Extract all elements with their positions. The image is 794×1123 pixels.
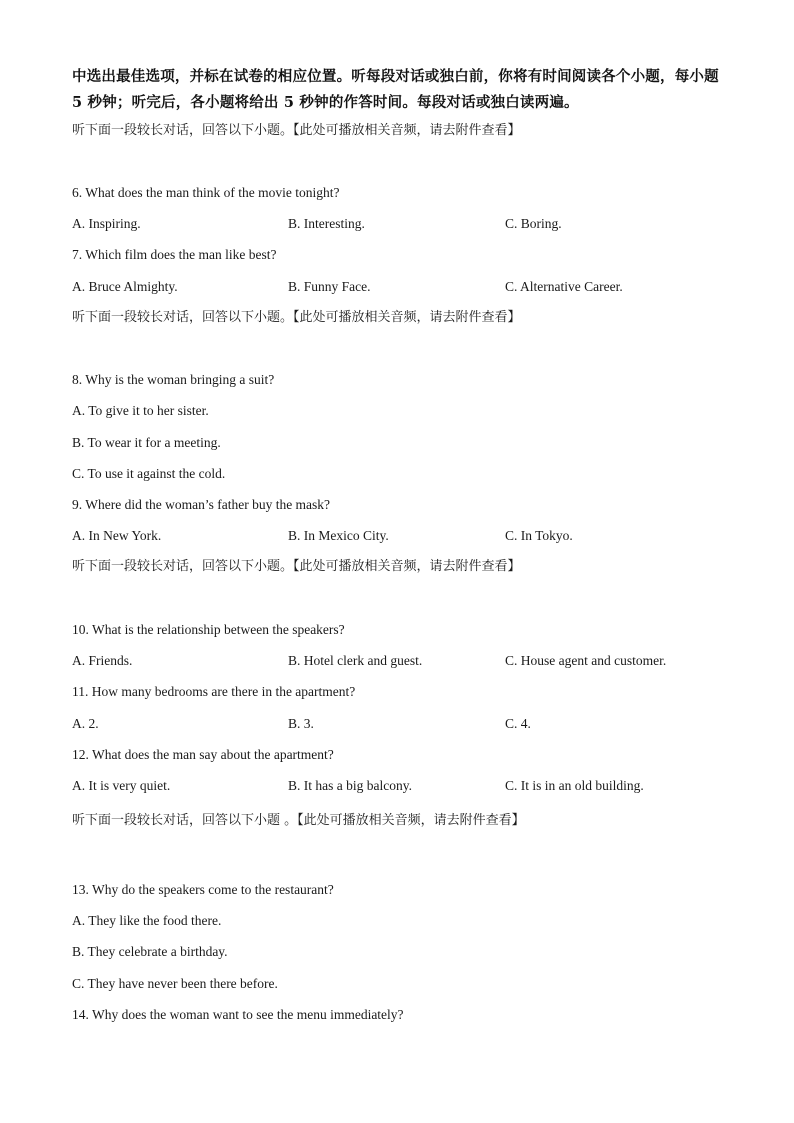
option-13b: B. They celebrate a birthday.: [72, 944, 228, 959]
question-7-options: [72, 278, 732, 296]
question-10: 10. What is the relationship between the speakers?: [72, 622, 345, 637]
option-12b: B. It has a big balcony.: [288, 778, 412, 793]
audio-instruction-3: 听下面一段较长对话，回答以下小题。【此处可播放相关音频，请去附件查看】: [72, 559, 521, 574]
question-11: 11. How many bedrooms are there in the apartment?: [72, 684, 356, 699]
option-9c: C. In Tokyo.: [505, 528, 573, 543]
option-10a: A. Friends.: [72, 653, 133, 668]
option-6a: A. Inspiring.: [72, 216, 141, 231]
option-9a: A. In New York.: [72, 528, 162, 543]
option-11c: C. 4.: [505, 716, 531, 731]
option-6b: B. Interesting.: [288, 216, 365, 231]
option-8b: B. To wear it for a meeting.: [72, 435, 221, 450]
question-6: 6. What does the man think of the movie tonight?: [72, 185, 340, 200]
option-12a: A. It is very quiet.: [72, 778, 171, 793]
option-8c: C. To use it against the cold.: [72, 466, 226, 481]
option-7c: C. Alternative Career.: [505, 279, 623, 294]
option-7b: B. Funny Face.: [288, 279, 371, 294]
question-9-options: [72, 527, 732, 545]
audio-instruction-1: 听下面一段较长对话，回答以下小题。【此处可播放相关音频，请去附件查看】: [72, 123, 521, 138]
option-12c: C. It is in an old building.: [505, 778, 644, 793]
question-13: 13. Why do the speakers come to the restaurant?: [72, 882, 334, 897]
question-8: 8. Why is the woman bringing a suit?: [72, 372, 275, 387]
option-6c: C. Boring.: [505, 216, 562, 231]
question-9: 9. Where did the woman’s father buy the mask?: [72, 497, 331, 512]
option-11b: B. 3.: [288, 716, 314, 731]
question-14: 14. Why does the woman want to see the menu immediately?: [72, 1007, 404, 1022]
option-13c: C. They have never been there before.: [72, 976, 278, 991]
option-9b: B. In Mexico City.: [288, 528, 389, 543]
option-11a: A. 2.: [72, 716, 99, 731]
option-8a: A. To give it to her sister.: [72, 403, 209, 418]
option-13a: A. They like the food there.: [72, 913, 222, 928]
question-6-options: [72, 215, 732, 233]
question-12-options: [72, 777, 732, 795]
option-7a: A. Bruce Almighty.: [72, 279, 178, 294]
section-intro: 中选出最佳选项，并标在试卷的相应位置。听每段对话或独白前，你将有时间阅读各个小题，每小题 5 秒钟；听完后，各小题将给出 5 秒钟的作答时间。每段对话或独白读两遍。: [72, 68, 719, 111]
audio-instruction-2: 听下面一段较长对话，回答以下小题。【此处可播放相关音频，请去附件查看】: [72, 310, 521, 325]
option-10c: C. House agent and customer.: [505, 653, 667, 668]
question-11-options: [72, 715, 732, 733]
question-12: 12. What does the man say about the apartment?: [72, 747, 334, 762]
audio-instruction-4: 听下面一段较长对话，回答以下小题 。【此处可播放相关音频，请去附件查看】: [72, 813, 525, 828]
question-7: 7. Which film does the man like best?: [72, 247, 277, 262]
question-10-options: [72, 652, 732, 670]
option-10b: B. Hotel clerk and guest.: [288, 653, 423, 668]
